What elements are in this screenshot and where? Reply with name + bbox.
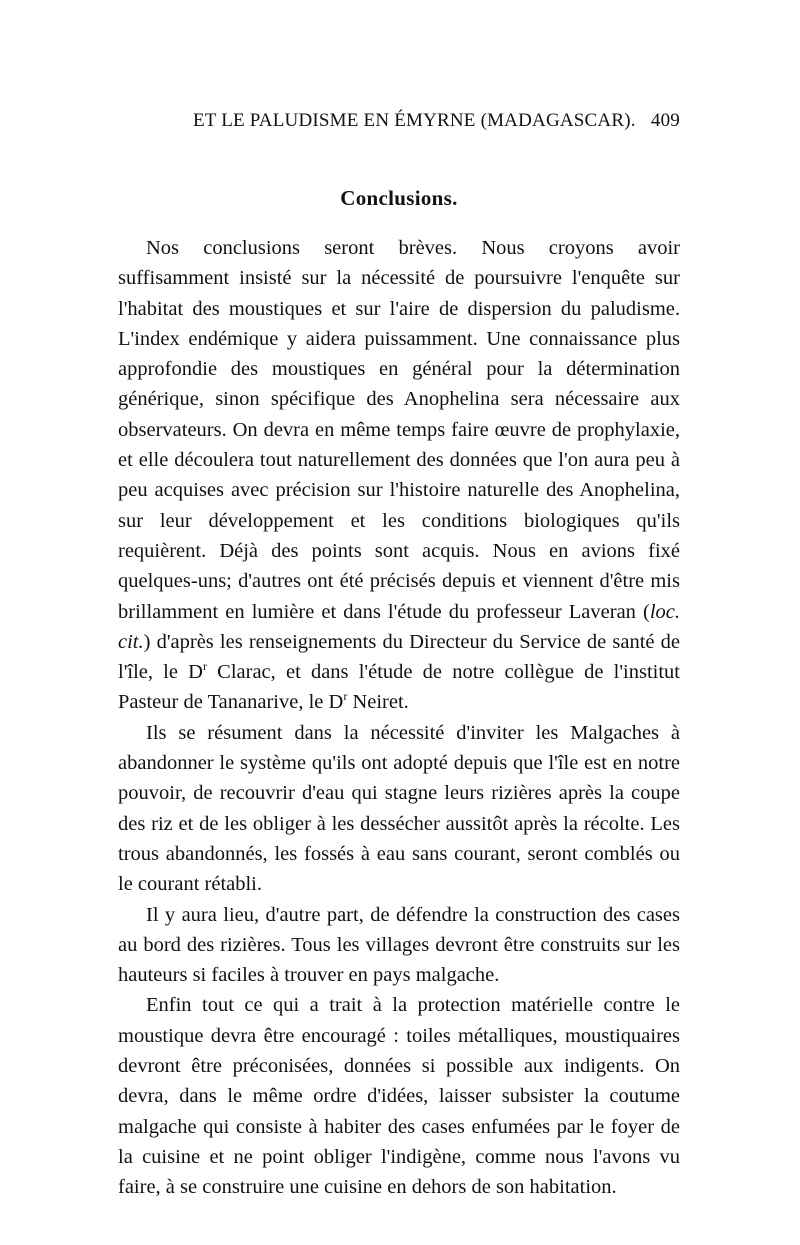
p1-text-d: Neiret. [347,691,409,714]
p1-citation: loc. cit. [118,600,680,653]
paragraph-2: Ils se résument dans la nécessité d'inviter les Malgaches à abandonner le système qu'ils ont adopté depuis que l'île est en notre pouvoir, de recouvrir d'eau qui stagne leurs rizières après la coupe des riz et de les obliger à les dessécher aussitôt après la récolte. Les trous abandonnés, les fossés à eau sans courant, seront comblés ou le courant rétabli. [118,721,680,896]
running-header [193,110,680,140]
paragraph-3: Il y aura lieu, d'autre part, de défendre la construction des cases au bord des rizières. Tous les villages devront être construits sur les hauteurs si faciles à trouver en pays malgache. [118,903,680,987]
section-title: Conclusions. [340,186,458,210]
body-text [118,233,680,1203]
p1-text-a: Nos conclusions seront brèves. Nous croyons avoir suffisamment insisté sur la nécessité de poursuivre l'enquête sur l'habitat des moustiques et sur l'aire de dispersion du paludisme. L'index endémique y aidera puissamment. Une connaissance plus approfondie des moustiques en général pour la détermination générique, sinon spécifique des Anophelina sera nécessaire aux observateurs. On devra en même temps faire œuvre de prophylaxie, et elle découlera tout naturellement des données que l'on aura peu à peu acquises avec précision sur l'histoire naturelle des Anophelina, sur leur développement et les conditions biologiques qu'ils requièrent. Déjà des points sont acquis. Nous en avions fixé quelques-uns; d'autres ont été précisés depuis et viennent d'être mis brillamment en lumière et dans l'étude du professeur Laveran ( [118,237,680,623]
book-page [118,110,680,1203]
running-title: ET LE PALUDISME EN ÉMYRNE (MADAGASCAR). [193,110,636,131]
p1-superscript-2: r [343,689,348,704]
paragraph-4: Enfin tout ce qui a trait à la protection matérielle contre le moustique devra être encouragé : toiles métalliques, moustiquaires devront être préconisées, données si possible aux indigents. On devra, dans le même ordre d'idées, laisser subsister la coutume malgache qui consiste à habiter des cases enfumées par le foyer de la cuisine et ne point obliger l'indigène, comme nous l'avons vu faire, à se construire une cuisine en dehors de son habitation. [118,994,680,1199]
p1-text-c: Clarac, et dans l'étude de notre collègue de l'institut Pasteur de Tananarive, le D [118,661,681,714]
p1-superscript-1: r [202,659,207,674]
page-number: 409 [650,110,680,131]
p1-text-b: ) d'après les renseignements du Directeur du Service de santé de l'île, le D [118,630,680,684]
paragraph-1 [118,233,680,718]
